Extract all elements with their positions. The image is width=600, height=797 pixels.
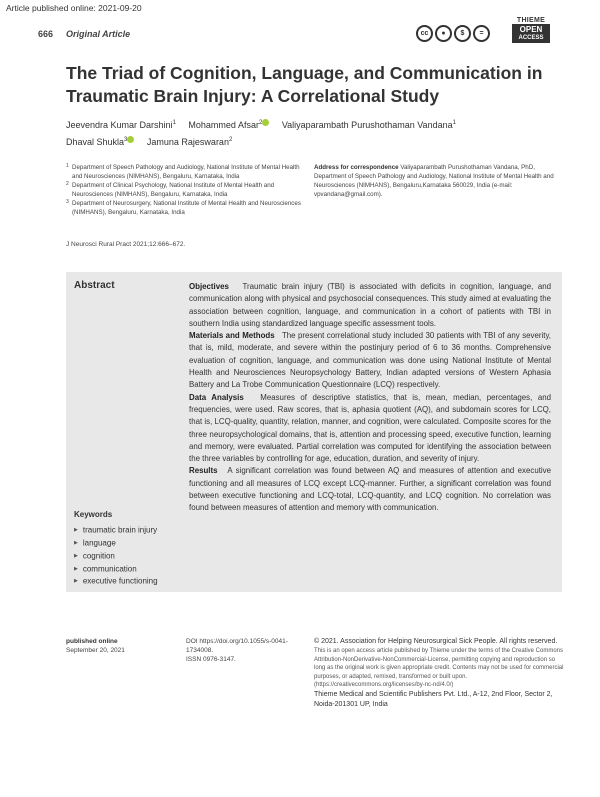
affiliations — [66, 163, 306, 217]
article-title: The Triad of Cognition, Language, and Communication in Traumatic Brain Injury: A Correlational Study — [66, 63, 543, 106]
license-icons — [416, 25, 490, 42]
abstract-section-results: Results A significant correlation was found between AQ and measures of attention and executive functioning and all measures of LCQ except LCQ-manner. Further, a significant correlation was found between executive functioning and LCQ-total, LCQ-quantity, and LCQ cognition. No correlation was found between measures of attention and memory with communication. — [189, 466, 551, 513]
cc-icon: cc — [416, 25, 433, 42]
author-line-1: Jeevendra Kumar Darshini$^1$ Mohammed Afsar$^2$ Valiyaparambath Purushothaman Vandana$^1$ — [66, 120, 456, 130]
keyword-item: ▶ cognition — [74, 550, 158, 563]
license-text: This is an open access article published by Thieme under the terms of the Creative Commons Attribution-NonDerivative-NonCommercial-License, permitting copying and reproduction so long as the original work is given appropriate credit. Contents may not be used for commercial purposes, or adapted, remixed, transformed or built upon. (https://creativecommons.org/licenses/by-nc-nd/4.0/) — [314, 648, 564, 688]
abstract-panel — [66, 272, 562, 592]
keyword-item: ▶ executive functioning — [74, 575, 158, 588]
footer-copyright — [314, 637, 564, 710]
author-line-2: Dhaval Shukla$^3$ Jamuna Rajeswaran$^2$ — [66, 137, 233, 147]
orcid-icon[interactable] — [262, 119, 269, 126]
doi-link[interactable]: https://doi.org/10.1055/s-0041-1734008. — [186, 638, 288, 654]
keywords-list — [74, 524, 158, 588]
page-number: 666 — [38, 29, 54, 39]
keyword-item: ▶ language — [74, 537, 158, 550]
author-list — [66, 116, 586, 150]
abstract-body — [189, 281, 551, 515]
footer-doi — [186, 637, 296, 664]
page-header — [38, 17, 563, 48]
issn: ISSN 0976-3147. — [186, 656, 236, 663]
author-name: Dhaval Shukla — [66, 137, 125, 147]
affiliation-item: 2 Department of Clinical Psychology, National Institute of Mental Health and Neurosciences (NIMHANS), Bengaluru, Karnataka, India — [66, 181, 275, 198]
affiliation-item: 1 Department of Speech Pathology and Audiology, National Institute of Mental Health and Neurosciences (NIMHANS), Bengaluru, Karnataka, India — [66, 163, 300, 180]
publisher-name: THIEME — [516, 17, 546, 24]
abstract-heading: Abstract — [74, 280, 115, 291]
published-label: published online — [66, 638, 118, 645]
keyword-item: ▶ communication — [74, 563, 158, 576]
orcid-icon[interactable] — [127, 136, 134, 143]
correspondence-text: Valiyaparambath Purushothaman Vandana, PhD, Department of Speech Pathology and Audiology, National Institute of Mental Health and Neurosciences (NIMHANS), Bengaluru,Karnataka 560029, India (e-mail: vpvandana@gmail.com). — [314, 164, 554, 198]
by-icon: ● — [435, 25, 452, 42]
open-access-badge — [512, 17, 550, 43]
footer-published — [66, 637, 176, 655]
keywords-heading: Keywords — [74, 510, 113, 519]
copyright-notice: © 2021. Association for Helping Neurosurgical Sick People. All rights reserved. — [314, 638, 558, 645]
publisher-address: Thieme Medical and Scientific Publishers Pvt. Ltd., A-12, 2nd Floor, Sector 2, Noida-201301 UP, India — [314, 690, 553, 708]
journal-citation: J Neurosci Rural Pract 2021;12:666–672. — [66, 241, 186, 248]
affiliation-item: 3 Department of Neurosurgery, National Institute of Mental Health and Neurosciences (NIMHANS), Bengaluru, Karnataka, India — [66, 199, 301, 216]
abstract-section-methods: Materials and Methods The present correlational study included 30 patients with TBI of any severity, that is, mild, moderate, and severe within the postinjury period of 6 to 36 months. Comprehensive evaluation of cognition, language, and communication was done using National Institute of Mental Health and Neurosciences Neuropsychology Battery, Indian adapted versions of Western Aphasia Battery and La Trobe Communication Questionnaire (LCQ) respectively. — [189, 331, 552, 390]
correspondence-address — [314, 163, 564, 199]
author-name: Valiyaparambath Purushothaman Vandana — [281, 120, 453, 130]
article-type-label: Original Article — [66, 29, 131, 39]
published-date: September 20, 2021 — [66, 647, 125, 654]
abstract-section-objectives: Objectives Traumatic brain injury (TBI) is associated with deficits in cognition, language, and communication along with physical and psychosocial consequences. This study aimed at evaluating the association between cognition, language, and communication in a cohort of patients with TBI in southern India using standardized language specific assessment tools. — [189, 282, 551, 328]
author-name: Jeevendra Kumar Darshini — [66, 120, 173, 130]
author-name: Jamuna Rajeswaran — [146, 137, 229, 147]
access-label: ACCESS — [512, 35, 550, 43]
correspondence-label: Address for correspondence — [314, 164, 399, 171]
abstract-section-analysis: Data Analysis Measures of descriptive statistics, that is, mean, median, percentages, and frequencies, were used. Raw scores, that is, aphasia quotient (AQ), and subdomain scores for LCQ, that is, LCQ-quality, quantity, relation, manner, and cognition, were calculated. Composite scores for the three neuropsychological domains, that is, attention and processing speed, executive function, learning and memory, were evaluated. Partial correlation was computed for identifying the association between the three variables by controlling for age, education, duration, and severity of injury. — [189, 392, 551, 464]
nd-icon: = — [473, 25, 490, 42]
doi-label: DOI — [186, 638, 198, 645]
author-name: Mohammed Afsar — [188, 120, 259, 130]
published-online-note: Article published online: 2021-09-20 — [6, 3, 142, 13]
nc-icon: $ — [454, 25, 471, 42]
open-label: OPEN — [512, 24, 550, 35]
keyword-item: ▶ traumatic brain injury — [74, 524, 158, 537]
